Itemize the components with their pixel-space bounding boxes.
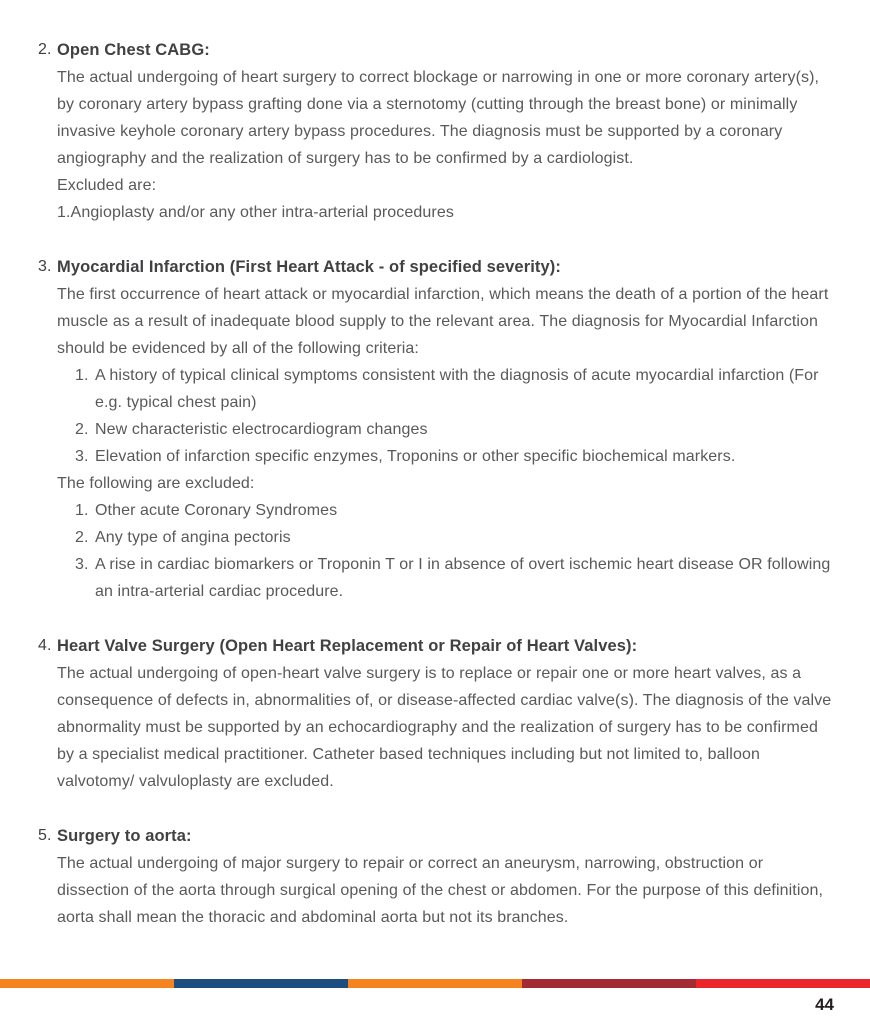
list-item xyxy=(57,551,837,605)
section-paragraph: The first occurrence of heart attack or myocardial infarction, which means the death of a portion of the heart muscle as a result of inadequate blood supply to the relevant area. The diagnosis for Myocardial Infarction should be evidenced by all of the following criteria: xyxy=(57,286,829,357)
section-number: 5. xyxy=(38,827,52,844)
page-number: 44 xyxy=(815,995,834,1014)
list-item-text: Elevation of infarction specific enzymes, Troponins or other specific biochemical markers. xyxy=(95,448,736,465)
footer-bar-segment-orange xyxy=(0,979,174,988)
section-paragraph: The actual undergoing of open-heart valve surgery is to replace or repair one or more heart valves, as a consequence of defects in, abnormalities of, or disease-affected cardiac valve(s). The diagnosis of the valve abnormality must be supported by an echocardiography and the realization of surgery has to be confirmed by a specialist medical practitioner. Catheter based techniques including but not limited to, balloon valvotomy/ valvuloplasty are excluded. xyxy=(57,665,832,790)
excluded-label: Excluded are: xyxy=(57,177,157,194)
section-title: Surgery to aorta: xyxy=(57,827,192,845)
exclusion-item: 1.Angioplasty and/or any other intra-arterial procedures xyxy=(57,204,454,221)
section-surgery-to-aorta xyxy=(38,822,837,931)
footer-bar-segment-red xyxy=(696,979,870,988)
list-item-number: 1. xyxy=(75,367,89,384)
section-paragraph: The actual undergoing of major surgery to repair or correct an aneurysm, narrowing, obstruction or dissection of the aorta through surgical opening of the chest or abdomen. For the purpose of this definition, aorta shall mean the thoracic and abdominal aorta but not its branches. xyxy=(57,855,824,926)
section-title: Myocardial Infarction (First Heart Attack - of specified severity): xyxy=(57,258,561,276)
section-body xyxy=(57,64,837,226)
list-item-number: 2. xyxy=(75,529,89,546)
list-item xyxy=(57,416,837,443)
section-title: Open Chest CABG: xyxy=(57,41,210,59)
list-item-number: 1. xyxy=(75,502,89,519)
list-item-number: 3. xyxy=(75,556,89,573)
footer-bar-segment-orange-2 xyxy=(348,979,522,988)
section-number: 4. xyxy=(38,637,52,654)
excluded-label: The following are excluded: xyxy=(57,475,255,492)
section-body xyxy=(57,281,837,605)
list-item-text: A history of typical clinical symptoms consistent with the diagnosis of acute myocardial infarction (For e.g. typical chest pain) xyxy=(95,367,819,411)
section-body xyxy=(57,660,837,795)
footer-color-bar xyxy=(0,979,870,988)
list-item xyxy=(57,362,837,416)
list-item-number: 3. xyxy=(75,448,89,465)
section-number: 2. xyxy=(38,41,52,58)
section-title: Heart Valve Surgery (Open Heart Replacement or Repair of Heart Valves): xyxy=(57,637,638,655)
list-item-text: A rise in cardiac biomarkers or Troponin T or I in absence of overt ischemic heart disease OR following an intra-arterial cardiac procedure. xyxy=(95,556,831,600)
document-content xyxy=(38,36,837,931)
section-open-chest-cabg xyxy=(38,36,837,226)
section-myocardial-infarction xyxy=(38,253,837,605)
list-item-text: Any type of angina pectoris xyxy=(95,529,291,546)
list-item xyxy=(57,497,837,524)
footer-bar-segment-maroon xyxy=(522,979,696,988)
list-item xyxy=(57,443,837,470)
list-item-text: New characteristic electrocardiogram changes xyxy=(95,421,428,438)
list-item xyxy=(57,524,837,551)
section-paragraph: The actual undergoing of heart surgery to correct blockage or narrowing in one or more coronary artery(s), by coronary artery bypass grafting done via a sternotomy (cutting through the breast bone) or minimally invasive keyhole coronary artery bypass procedures. The diagnosis must be supported by a coronary angiography and the realization of surgery has to be confirmed by a cardiologist. xyxy=(57,69,820,167)
list-item-text: Other acute Coronary Syndromes xyxy=(95,502,338,519)
footer-bar-segment-blue xyxy=(174,979,348,988)
section-heart-valve-surgery xyxy=(38,632,837,795)
list-item-number: 2. xyxy=(75,421,89,438)
section-body xyxy=(57,850,837,931)
section-number: 3. xyxy=(38,258,52,275)
